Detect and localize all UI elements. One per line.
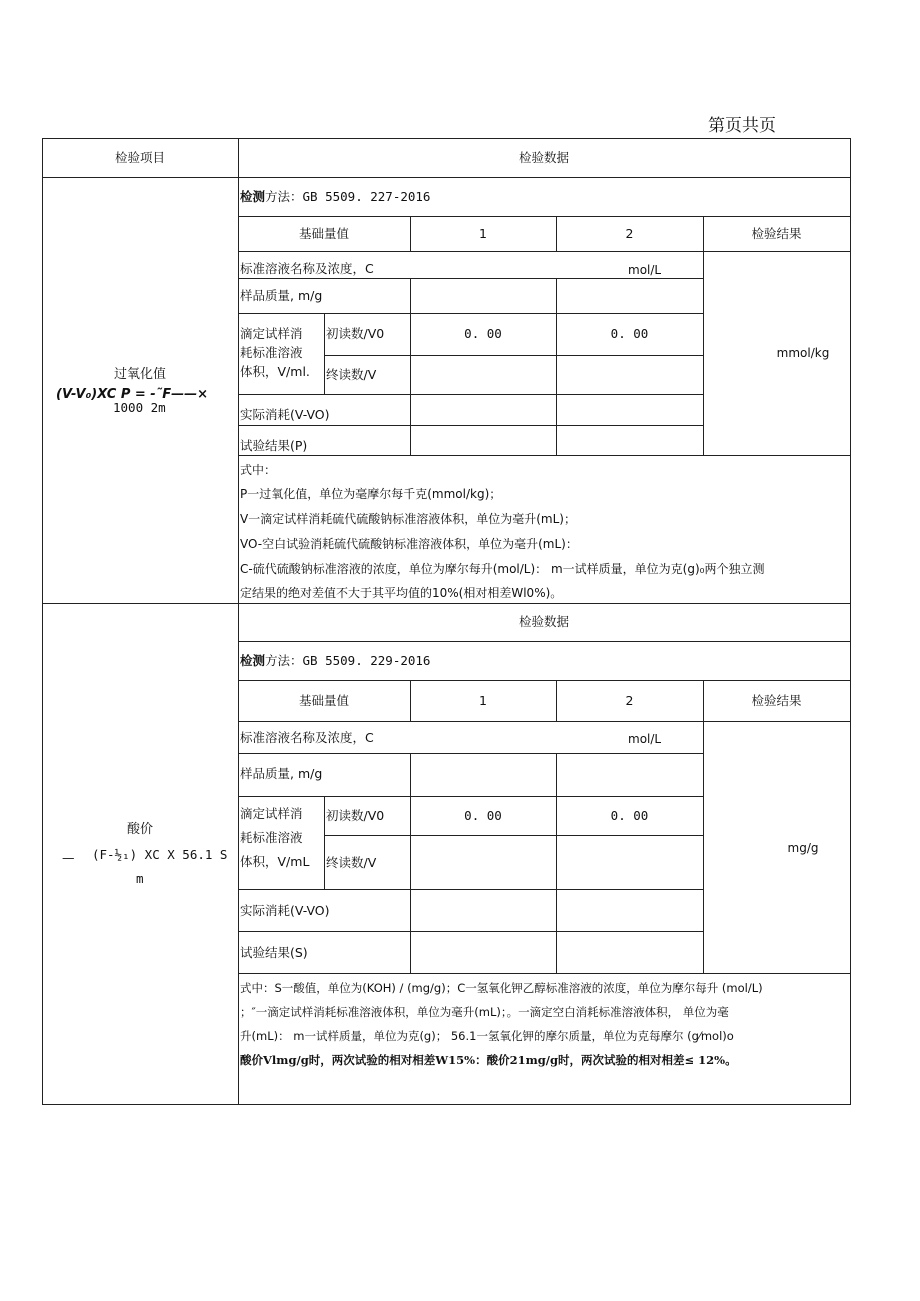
row-test-result-2: 试验结果(S)	[240, 945, 308, 960]
col-result: 检验结果	[751, 226, 802, 241]
row-std-solution: 标准溶液名称及浓度，C	[240, 261, 374, 276]
formula-peroxide-line1: (V-V₀)XC P = -˜F——×	[56, 387, 208, 402]
formula-peroxide-line2: 1000 2m	[113, 400, 166, 415]
col-base-value-2: 基础量值	[298, 693, 349, 708]
row-test-result: 试验结果(P)	[240, 438, 308, 453]
col-trial-2-2: 2	[625, 693, 634, 708]
item-name-peroxide: 过氧化值	[113, 367, 166, 382]
std-unit-2: mol/L	[628, 732, 662, 746]
initial-reading-1: 0. 00	[464, 326, 502, 341]
row-actual-consumption: 实际消耗(V-VO)	[240, 407, 330, 422]
item-name-acid: 酸价	[126, 822, 153, 837]
row-sample-mass: 样品质量, m/g	[240, 288, 323, 303]
formula-acid-dash: —	[62, 850, 75, 865]
initial-reading-2-2: 0. 00	[610, 808, 649, 823]
formula-acid-line1: (F-½₁) XC X 56.1 S	[92, 847, 228, 862]
std-unit: mol/L	[628, 263, 662, 277]
method-row: 检测方法：GB 5509. 227-2016	[240, 189, 431, 204]
row-titration-volume: 滴定试样消 耗标准溶液 体积，V/ml.	[240, 326, 310, 379]
col-trial-2: 2	[625, 226, 634, 241]
row-titration-volume-2: 滴定试样消 耗标准溶液 体积，V/mL	[240, 806, 310, 869]
header-item-column: 检验项目	[114, 150, 165, 165]
initial-reading-2: 0. 00	[610, 326, 649, 341]
col-trial-1: 1	[479, 226, 487, 241]
formula-acid-line2: m	[136, 871, 144, 886]
page-label: 第页共页	[708, 116, 776, 136]
row-final-reading: 终读数/V	[326, 367, 377, 382]
result-unit-2: mg/g	[787, 841, 819, 855]
row-initial-reading-2: 初读数/V0	[326, 808, 385, 823]
col-result-2: 检验结果	[751, 693, 802, 708]
section2-data-header: 检验数据	[518, 614, 569, 629]
col-trial-1-2: 1	[479, 693, 487, 708]
row-std-solution-2: 标准溶液名称及浓度，C	[240, 730, 374, 745]
col-base-value: 基础量值	[298, 226, 349, 241]
row-initial-reading: 初读数/V0	[326, 326, 385, 341]
row-final-reading-2: 终读数/V	[326, 855, 377, 870]
result-unit: mmol/kg	[776, 346, 830, 360]
initial-reading-1-2: 0. 00	[464, 808, 502, 823]
header-data-column: 检验数据	[518, 150, 569, 165]
row-actual-consumption-2: 实际消耗(V-VO)	[240, 903, 330, 918]
method-row-2: 检测方法：GB 5509. 229-2016	[240, 653, 431, 668]
row-sample-mass-2: 样品质量, m/g	[240, 766, 323, 781]
